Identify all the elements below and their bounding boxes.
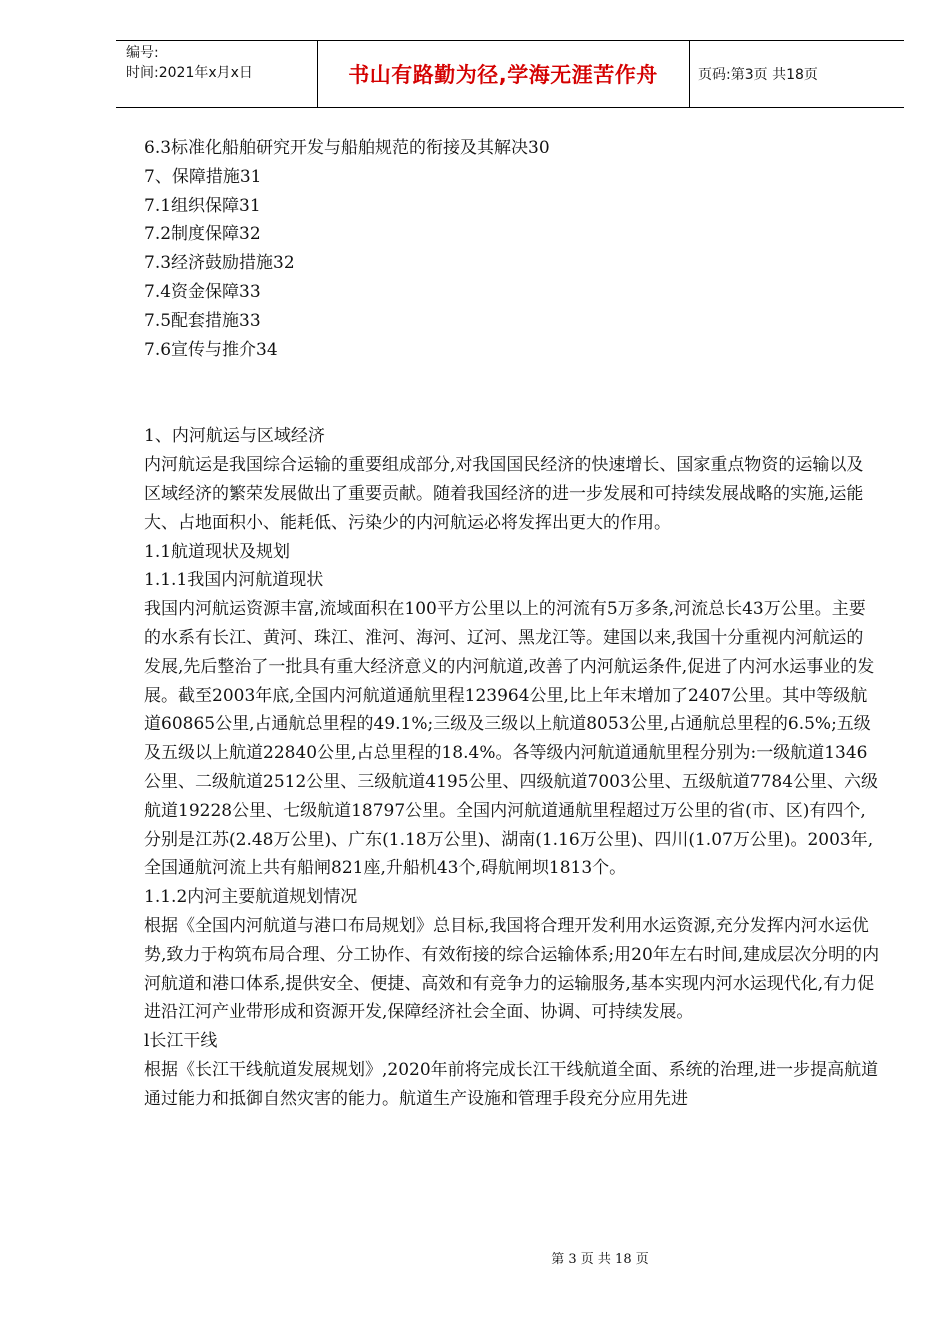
paragraph: 根据《全国内河航道与港口布局规划》总目标,我国将合理开发利用水运资源,充分发挥内河水运优势,致力于构筑布局合理、分工协作、有效衔接的综合运输体系;用20年左右时间,建成层次分明的内河航道和港口体系,提供安全、便捷、高效和有竞争力的运输服务,基本实现内河水运现代化,有力促进沿江河产业带形成和资源开发,保障经济社会全面、协调、可持续发展。 bbox=[144, 915, 880, 1023]
page-header bbox=[116, 40, 904, 108]
section-heading: l长江干线 bbox=[144, 1031, 218, 1052]
table-of-contents bbox=[144, 134, 880, 364]
toc-item: 7、保障措施31 bbox=[144, 166, 262, 187]
number-label: 编号: bbox=[126, 45, 159, 61]
toc-item: 6.3标准化船舶研究开发与船舶规范的衔接及其解决30 bbox=[144, 138, 550, 158]
section-heading: 1.1.1我国内河航道现状 bbox=[144, 570, 324, 591]
paragraph: 内河航运是我国综合运输的重要组成部分,对我国国民经济的快速增长、国家重点物资的运输以及区域经济的繁荣发展做出了重要贡献。随着我国经济的进一步发展和可持续发展战略的实施,运能大、占地面积小、能耗低、污染少的内河航运必将发挥出更大的作用。 bbox=[144, 455, 864, 533]
toc-item: 7.3经济鼓励措施32 bbox=[144, 253, 295, 274]
document-body bbox=[144, 134, 880, 1114]
page-footer bbox=[0, 1248, 950, 1267]
header-meta bbox=[126, 43, 316, 83]
paragraph: 我国内河航运资源丰富,流域面积在100平方公里以上的河流有5万多条,河流总长43万公里。主要的水系有长江、黄河、珠江、淮河、海河、辽河、黑龙江等。建国以来,我国十分重视内河航运的发展,先后整治了一批具有重大经济意义的内河航道,改善了内河航运条件,促进了内河水运事业的发展。截至2003年底,全国内河航道通航里程123964公里,比上年末增加了2407公里。其中等级航道60865公里,占通航总里程的49.1%;三级及三级以上航道8053公里,占通航总里程的6.5%;五级及五级以上航道22840公里,占总里程的18.4%。各等级内河航道通航里程分别为:一级航道1346公里、二级航道2512公里、三级航道4195公里、四级航道7003公里、五级航道7784公里、六级航道19228公里、七级航道18797公里。全国内河航道通航里程超过万公里的省(市、区)有四个,分别是江苏(2.48万公里)、广东(1.18万公里)、湖南(1.16万公里)、四川(1.07万公里)。2003年,全国通航河流上共有船闸821座,升船机43个,碍航闸坝1813个。 bbox=[144, 599, 879, 879]
toc-item: 7.5配套措施33 bbox=[144, 310, 261, 331]
toc-item: 7.2制度保障32 bbox=[144, 224, 261, 245]
section-heading: 1、内河航运与区域经济 bbox=[144, 426, 325, 447]
time-label: 时间:2021年x月x日 bbox=[126, 65, 253, 81]
section-heading: 1.1航道现状及规划 bbox=[144, 541, 291, 562]
toc-item: 7.6宣传与推介34 bbox=[144, 339, 278, 360]
header-page-info: 页码:第3页 共18页 bbox=[698, 67, 818, 83]
section-heading: 1.1.2内河主要航道规划情况 bbox=[144, 887, 358, 908]
paragraph: 根据《长江干线航道发展规划》,2020年前将完成长江干线航道全面、系统的治理,进一步提高航道通过能力和抵御自然灾害的能力。航道生产设施和管理手段充分应用先进 bbox=[144, 1059, 879, 1109]
footer-page-number: 第 3 页 共 18 页 bbox=[551, 1252, 649, 1267]
header-divider bbox=[689, 41, 690, 107]
toc-item: 7.1组织保障31 bbox=[144, 195, 261, 216]
toc-item: 7.4资金保障33 bbox=[144, 281, 261, 302]
header-motto: 书山有路勤为径,学海无涯苦作舟 bbox=[348, 63, 658, 87]
